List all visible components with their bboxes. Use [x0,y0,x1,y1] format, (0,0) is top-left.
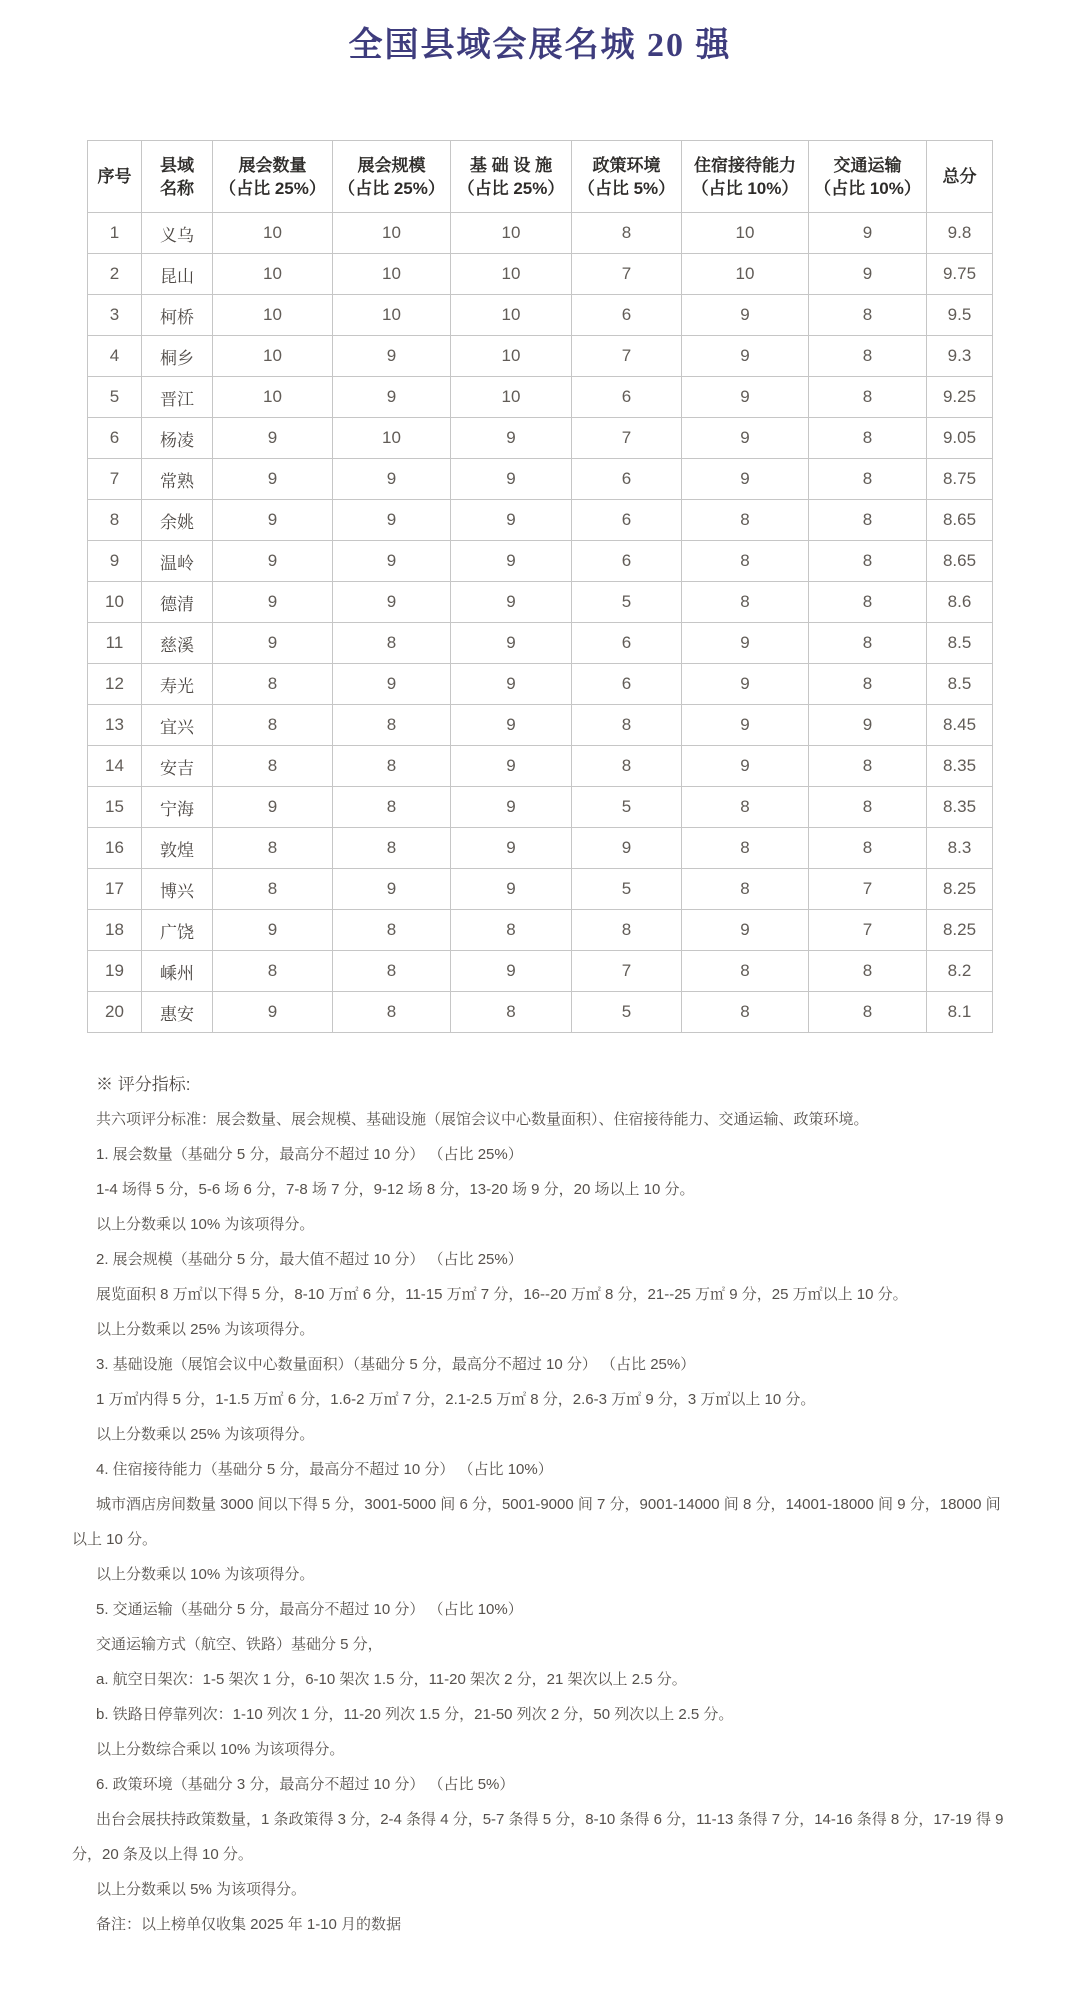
score-cell: 6 [572,623,682,664]
scoring-notes [72,1067,1008,1942]
score-cell: 9 [213,787,333,828]
score-cell: 10 [333,254,451,295]
score-cell: 9 [451,664,572,705]
score-cell: 10 [213,377,333,418]
total-score-cell: 9.75 [927,254,993,295]
score-cell: 8 [213,705,333,746]
total-score-cell: 8.35 [927,746,993,787]
score-cell: 9 [333,459,451,500]
score-cell: 10 [213,254,333,295]
total-score-cell: 9.3 [927,336,993,377]
table-row [88,500,993,541]
table-row [88,213,993,254]
table-row [88,787,993,828]
score-cell: 8 [213,828,333,869]
score-cell: 9 [682,459,809,500]
score-cell: 9 [809,254,927,295]
score-cell: 9 [213,582,333,623]
rank-cell: 10 [88,582,142,623]
table-row [88,295,993,336]
score-cell: 8 [213,664,333,705]
score-cell: 7 [809,869,927,910]
note-paragraph: 6. 政策环境（基础分 3 分，最高分不超过 10 分） （占比 5%） [96,1776,515,1793]
score-cell: 6 [572,377,682,418]
score-cell: 10 [451,377,572,418]
score-cell: 10 [213,336,333,377]
rank-cell: 7 [88,459,142,500]
score-cell: 8 [333,910,451,951]
county-name-cell: 宁海 [142,787,213,828]
rank-cell: 2 [88,254,142,295]
score-cell: 7 [572,254,682,295]
score-cell: 6 [572,664,682,705]
score-cell: 7 [572,418,682,459]
score-cell: 8 [333,992,451,1033]
score-cell: 8 [451,992,572,1033]
table-row [88,705,993,746]
score-cell: 9 [333,336,451,377]
score-cell: 8 [682,787,809,828]
table-row [88,951,993,992]
score-cell: 8 [682,828,809,869]
rank-cell: 9 [88,541,142,582]
score-cell: 9 [809,213,927,254]
table-row [88,459,993,500]
table-row [88,746,993,787]
score-cell: 9 [333,541,451,582]
score-cell: 9 [682,705,809,746]
note-paragraph: 1 万㎡内得 5 分，1-1.5 万㎡ 6 分，1.6-2 万㎡ 7 分，2.1-2.5 万㎡ 8 分，2.6-3 万㎡ 9 分，3 万㎡以上 10 分。 [96,1391,816,1408]
column-header-line: （占比 10%） [814,178,921,198]
score-cell: 7 [572,951,682,992]
score-cell: 9 [213,418,333,459]
total-score-cell: 8.25 [927,910,993,951]
column-header-line: 展会数量 [238,155,307,175]
total-score-cell: 8.75 [927,459,993,500]
table-row [88,254,993,295]
score-cell: 8 [213,746,333,787]
score-cell: 8 [809,418,927,459]
rank-cell: 19 [88,951,142,992]
score-cell: 9 [451,418,572,459]
table-row [88,541,993,582]
note-paragraph: 交通运输方式（航空、铁路）基础分 5 分， [96,1636,383,1653]
score-cell: 6 [572,541,682,582]
score-cell: 10 [451,336,572,377]
score-cell: 8 [682,869,809,910]
score-cell: 9 [213,992,333,1033]
score-cell: 8 [572,705,682,746]
rank-cell: 14 [88,746,142,787]
column-header [333,141,451,213]
score-cell: 10 [333,295,451,336]
score-cell: 9 [451,623,572,664]
column-header-line: 交通运输 [833,155,902,175]
score-cell: 9 [333,582,451,623]
score-cell: 5 [572,787,682,828]
score-cell: 10 [682,254,809,295]
note-paragraph: 5. 交通运输（基础分 5 分，最高分不超过 10 分） （占比 10%） [96,1601,523,1618]
total-score-cell: 8.2 [927,951,993,992]
score-cell: 9 [333,377,451,418]
note-paragraph: 以上分数乘以 10% 为该项得分。 [96,1566,315,1583]
county-name-cell: 昆山 [142,254,213,295]
county-name-cell: 博兴 [142,869,213,910]
score-cell: 10 [451,295,572,336]
score-cell: 8 [213,869,333,910]
rank-cell: 4 [88,336,142,377]
total-score-cell: 8.5 [927,664,993,705]
note-paragraph: 4. 住宿接待能力（基础分 5 分，最高分不超过 10 分） （占比 10%） [96,1461,553,1478]
rank-cell: 12 [88,664,142,705]
score-cell: 9 [572,828,682,869]
note-paragraph: 出台会展扶持政策数量，1 条政策得 3 分，2-4 条得 4 分，5-7 条得 5 分，8-10 条得 6 分，11-13 条得 7 分，14-16 条得 8 分，17-19 得 9 分，20 条及以上得 10 分。 [72,1811,1004,1863]
score-cell: 10 [333,418,451,459]
table-row [88,910,993,951]
score-cell: 8 [809,828,927,869]
total-score-cell: 8.65 [927,500,993,541]
county-name-cell: 宜兴 [142,705,213,746]
score-cell: 8 [809,992,927,1033]
county-name-cell: 杨凌 [142,418,213,459]
score-cell: 9 [333,664,451,705]
rank-cell: 16 [88,828,142,869]
score-cell: 9 [682,377,809,418]
score-cell: 9 [213,459,333,500]
total-score-cell: 8.5 [927,623,993,664]
column-header-line: （占比 5%） [577,178,676,198]
score-cell: 8 [333,828,451,869]
rank-cell: 3 [88,295,142,336]
note-paragraph: 3. 基础设施（展馆会议中心数量面积）（基础分 5 分，最高分不超过 10 分） （占比 25%） [96,1356,696,1373]
note-paragraph: 以上分数乘以 10% 为该项得分。 [96,1216,315,1233]
column-header [142,141,213,213]
score-cell: 9 [682,746,809,787]
table-row [88,418,993,459]
county-name-cell: 余姚 [142,500,213,541]
score-cell: 8 [682,951,809,992]
score-cell: 9 [451,582,572,623]
score-cell: 9 [451,500,572,541]
score-cell: 5 [572,992,682,1033]
score-cell: 9 [682,623,809,664]
score-cell: 9 [451,787,572,828]
total-score-cell: 9.8 [927,213,993,254]
score-cell: 9 [682,910,809,951]
total-score-cell: 8.45 [927,705,993,746]
score-cell: 9 [451,746,572,787]
score-cell: 8 [333,623,451,664]
score-cell: 9 [213,541,333,582]
score-cell: 8 [809,541,927,582]
total-score-cell: 8.65 [927,541,993,582]
note-paragraph: 展览面积 8 万㎡以下得 5 分，8-10 万㎡ 6 分，11-15 万㎡ 7 分，16--20 万㎡ 8 分，21--25 万㎡ 9 分，25 万㎡以上 10 分。 [96,1286,908,1303]
county-name-cell: 晋江 [142,377,213,418]
note-paragraph: 1-4 场得 5 分，5-6 场 6 分，7-8 场 7 分，9-12 场 8 分，13-20 场 9 分，20 场以上 10 分。 [96,1181,695,1198]
note-paragraph: 2. 展会规模（基础分 5 分，最大值不超过 10 分） （占比 25%） [96,1251,523,1268]
column-header-line: （占比 10%） [691,178,799,198]
county-name-cell: 德清 [142,582,213,623]
rank-cell: 17 [88,869,142,910]
score-cell: 10 [213,213,333,254]
ranking-table [87,140,993,1033]
note-paragraph: 共六项评分标准：展会数量、展会规模、基础设施（展馆会议中心数量面积）、住宿接待能力、交通运输、政策环境。 [96,1111,869,1128]
score-cell: 9 [451,951,572,992]
score-cell: 6 [572,500,682,541]
score-cell: 8 [213,951,333,992]
score-cell: 8 [809,787,927,828]
score-cell: 8 [682,500,809,541]
score-cell: 10 [451,254,572,295]
total-score-cell: 9.05 [927,418,993,459]
column-header [682,141,809,213]
score-cell: 8 [682,541,809,582]
table-row [88,582,993,623]
score-cell: 10 [682,213,809,254]
county-name-cell: 柯桥 [142,295,213,336]
score-cell: 6 [572,459,682,500]
total-score-cell: 8.25 [927,869,993,910]
score-cell: 8 [809,459,927,500]
score-cell: 9 [451,705,572,746]
note-paragraph: 以上分数乘以 25% 为该项得分。 [96,1321,315,1338]
table-row [88,992,993,1033]
score-cell: 9 [213,500,333,541]
score-cell: 8 [451,910,572,951]
county-name-cell: 温岭 [142,541,213,582]
score-cell: 9 [451,828,572,869]
total-score-cell: 8.3 [927,828,993,869]
county-name-cell: 义乌 [142,213,213,254]
column-header-line: （占比 25%） [338,178,445,198]
rank-cell: 6 [88,418,142,459]
score-cell: 8 [809,336,927,377]
column-header-line: 展会规模 [357,155,426,175]
score-cell: 9 [333,869,451,910]
score-cell: 9 [682,418,809,459]
score-cell: 8 [572,213,682,254]
table-body [88,213,993,1033]
total-score-cell: 9.5 [927,295,993,336]
column-header-line: 县域 [160,155,194,175]
score-cell: 8 [333,746,451,787]
column-header-line: 基 础 设 施 [469,155,553,175]
county-name-cell: 敦煌 [142,828,213,869]
table-row [88,828,993,869]
column-header-line: 住宿接待能力 [694,155,796,175]
note-paragraph: 以上分数乘以 25% 为该项得分。 [96,1426,315,1443]
table-row [88,336,993,377]
score-cell: 8 [809,746,927,787]
table-row [88,623,993,664]
score-cell: 8 [809,500,927,541]
county-name-cell: 寿光 [142,664,213,705]
score-cell: 9 [682,295,809,336]
note-paragraph: 以上分数乘以 5% 为该项得分。 [96,1881,307,1898]
score-cell: 8 [809,295,927,336]
column-header [572,141,682,213]
score-cell: 5 [572,869,682,910]
score-cell: 8 [809,664,927,705]
score-cell: 8 [809,951,927,992]
score-cell: 8 [682,582,809,623]
total-score-cell: 8.35 [927,787,993,828]
total-score-cell: 8.6 [927,582,993,623]
note-paragraph: 以上分数综合乘以 10% 为该项得分。 [96,1741,345,1758]
county-name-cell: 惠安 [142,992,213,1033]
score-cell: 9 [809,705,927,746]
score-cell: 8 [572,910,682,951]
score-cell: 9 [451,459,572,500]
table-row [88,377,993,418]
rank-cell: 15 [88,787,142,828]
score-cell: 8 [682,992,809,1033]
column-header [927,141,993,213]
table-row [88,869,993,910]
score-cell: 8 [809,623,927,664]
rank-cell: 13 [88,705,142,746]
score-cell: 7 [572,336,682,377]
column-header [451,141,572,213]
rank-cell: 8 [88,500,142,541]
rank-cell: 18 [88,910,142,951]
note-paragraph: 1. 展会数量（基础分 5 分，最高分不超过 10 分） （占比 25%） [96,1146,523,1163]
score-cell: 8 [809,377,927,418]
notes-heading: ※ 评分指标: [96,1075,191,1094]
note-paragraph: 城市酒店房间数量 3000 间以下得 5 分，3001-5000 间 6 分，5001-9000 间 7 分，9001-14000 间 8 分，14001-18000 间 9 分，18000 间以上 10 分。 [72,1496,1001,1548]
rank-cell: 5 [88,377,142,418]
notes-body [72,1102,1008,1942]
score-cell: 9 [213,910,333,951]
column-header-line: 总分 [942,167,977,186]
score-cell: 9 [682,336,809,377]
score-cell: 5 [572,582,682,623]
column-header-line: 政策环境 [592,155,661,175]
county-name-cell: 桐乡 [142,336,213,377]
column-header [213,141,333,213]
score-cell: 8 [333,787,451,828]
score-cell: 8 [333,705,451,746]
county-name-cell: 嵊州 [142,951,213,992]
score-cell: 9 [333,500,451,541]
note-paragraph: a. 航空日架次：1-5 架次 1 分，6-10 架次 1.5 分，11-20 架次 2 分，21 架次以上 2.5 分。 [96,1671,687,1688]
table-row [88,664,993,705]
total-score-cell: 9.25 [927,377,993,418]
total-score-cell: 8.1 [927,992,993,1033]
column-header [88,141,142,213]
rank-cell: 11 [88,623,142,664]
column-header-line: （占比 25%） [457,178,565,198]
score-cell: 10 [451,213,572,254]
note-paragraph: 备注：以上榜单仅收集 2025 年 1-10 月的数据 [96,1916,402,1933]
page-title: 全国县域会展名城 20 强 [348,27,732,64]
table-header-row [88,141,993,213]
score-cell: 9 [213,623,333,664]
county-name-cell: 广饶 [142,910,213,951]
rank-cell: 20 [88,992,142,1033]
score-cell: 8 [572,746,682,787]
rank-cell: 1 [88,213,142,254]
county-name-cell: 慈溪 [142,623,213,664]
score-cell: 10 [333,213,451,254]
score-cell: 10 [213,295,333,336]
score-cell: 8 [333,951,451,992]
score-cell: 6 [572,295,682,336]
score-cell: 9 [682,664,809,705]
column-header-line: 序号 [97,167,132,186]
score-cell: 9 [451,869,572,910]
column-header-line: （占比 25%） [219,178,326,198]
score-cell: 7 [809,910,927,951]
note-paragraph: b. 铁路日停靠列次：1-10 列次 1 分，11-20 列次 1.5 分，21-50 列次 2 分，50 列次以上 2.5 分。 [96,1706,734,1723]
score-cell: 9 [451,541,572,582]
county-name-cell: 常熟 [142,459,213,500]
column-header [809,141,927,213]
column-header-line: 名称 [160,178,194,198]
score-cell: 8 [809,582,927,623]
county-name-cell: 安吉 [142,746,213,787]
